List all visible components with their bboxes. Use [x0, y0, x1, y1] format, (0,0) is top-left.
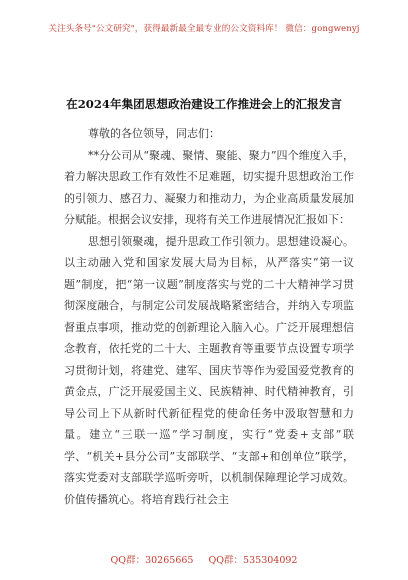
document-title: 在2024年集团思想政治建设工作推进会上的汇报发言	[66, 97, 342, 111]
document-body	[64, 118, 354, 510]
header-banner: 关注头条号"公文研究"，获得最新最全最专业的公文资料库！ 微信：gongwenyj	[48, 24, 360, 34]
footer-qq-group-1: QQ群：30265665	[110, 555, 194, 566]
footer-contact	[0, 552, 408, 566]
salutation: 尊敬的各位领导，同志们：	[88, 127, 220, 140]
footer-qq-group-2: QQ群：535304092	[208, 555, 298, 566]
paragraph-intro: **分公司从“聚魂、聚情、聚能、聚力”四个维度入手，着力解决思政工作有效性不足难题，切实提升思想政治工作的引领力、感召力、凝聚力和推动力，为企业高质量发展加分赋能。根据会议安排，现将有关工作进展情况汇报如下：	[64, 148, 354, 226]
paragraph-ideological-guidance: 思想引领聚魂，提升思政工作引领力。思想建设凝心。以主动融入党和国家发展大局为目标，从严落实“第一议题”制度，把“第一议题”制度落实与党的二十大精神学习贯彻深度融合，与制定公司发展战略紧密结合，并纳入专项监督重点事项，推动党的创新理论入脑入心。广泛开展理想信念教育，依托党的二十大、主题教育等重要节点设置专项学习贯彻计划，将建党、建军、国庆节等作为爱国爱党教育的黄金点，广泛开展爱国主义、民族精神、时代精神教育，引导公司上下从新时代新征程党的使命任务中汲取智慧和力量。建立“三联一巡”学习制度，实行“党委+支部”联学、“机关+县分公司”支部联学、“支部+和创单位”联学，落实党委对支部联学巡听旁听，以机制保障理论学习成效。价值传播筑心。将培育践行社会主	[64, 234, 354, 506]
